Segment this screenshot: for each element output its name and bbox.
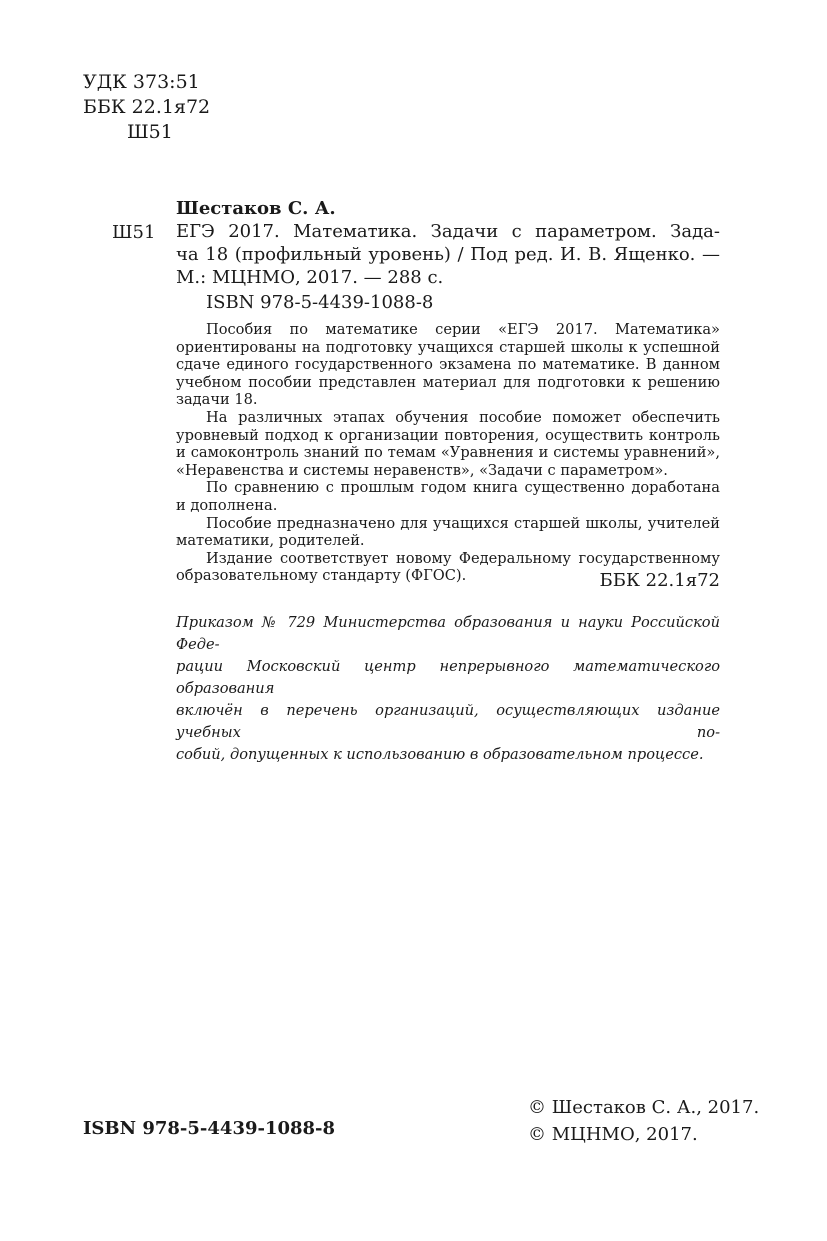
copyright-block bbox=[528, 1094, 759, 1148]
abstract bbox=[176, 321, 720, 585]
author-name: Шестаков С. А. bbox=[176, 198, 336, 219]
title-line: М.: МЦНМО, 2017. — 288 с. bbox=[176, 267, 444, 288]
copyright-author: © Шестаков С. А., 2017. bbox=[528, 1097, 760, 1118]
order-line: собий, допущенных к использованию в образовательном процессе. bbox=[176, 746, 704, 763]
bibliographic-description bbox=[176, 220, 720, 289]
order-line: рации Московский центр непрерывного математического образования bbox=[176, 658, 720, 697]
title-line: ча 18 (профильный уровень) / Под ред. И. В. Ященко. — bbox=[176, 244, 720, 265]
ministry-order bbox=[176, 612, 720, 766]
order-line: включён в перечень организаций, осуществляющих издание учебных по- bbox=[176, 702, 720, 741]
bbk-code-right: ББК 22.1я72 bbox=[599, 570, 720, 591]
isbn-top: ISBN 978-5-4439-1088-8 bbox=[206, 292, 434, 313]
classification-block bbox=[83, 70, 210, 145]
copyright-publisher: © МЦНМО, 2017. bbox=[528, 1124, 698, 1145]
abstract-paragraph: Пособие предназначено для учащихся старшей школы, учителей математики, родителей. bbox=[176, 514, 720, 550]
isbn-bottom: ISBN 978-5-4439-1088-8 bbox=[83, 1118, 336, 1139]
order-line: Приказом № 729 Министерства образования и науки Российской Феде- bbox=[176, 614, 720, 653]
abstract-paragraph: По сравнению с прошлым годом книга существенно доработана и дополнена. bbox=[176, 479, 720, 514]
author-sign: Ш51 bbox=[127, 121, 173, 143]
abstract-paragraph: Пособия по математике серии «ЕГЭ 2017. Математика» ориентированы на подготовку учащихся старшей школы к успешной сдаче единого государственного экзамена по математике. В данном учебном пособии представлен материал для подготовки к решению задачи 18. bbox=[176, 321, 720, 409]
udk-code: УДК 373:51 bbox=[83, 71, 200, 93]
abstract-paragraph: Издание соответствует новому Федеральному государственному образовательному стандарту (ФГОС). bbox=[176, 549, 720, 585]
bbk-code: ББК 22.1я72 bbox=[83, 96, 211, 118]
abstract-paragraph: На различных этапах обучения пособие поможет обеспечить уровневый подход к организации повторения, осуществить контроль и самоконтроль знаний по темам «Уравнения и системы уравнений», «Неравенства и системы неравенств», «Задачи с параметром». bbox=[176, 408, 720, 479]
author-sign-left: Ш51 bbox=[112, 222, 156, 243]
title-line: ЕГЭ 2017. Математика. Задачи с параметром. Зада- bbox=[176, 221, 720, 242]
